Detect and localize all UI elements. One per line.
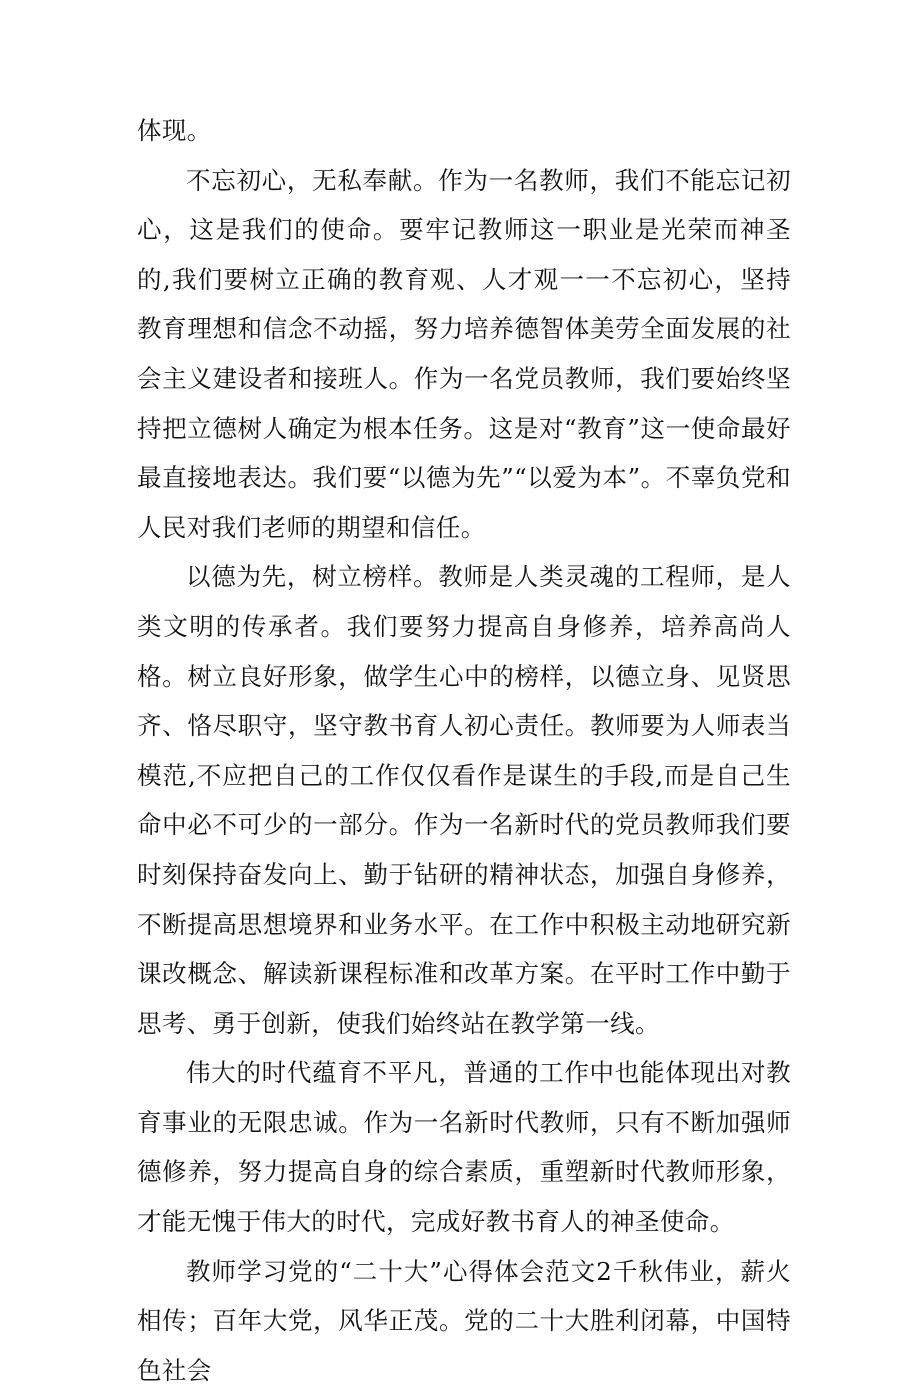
- paragraph: 教师学习党的“二十大”心得体会范文2千秋伟业，薪火相传；百年大党，风华正茂。党的二十大胜利闭幕，中国特色社会: [137, 1256, 791, 1385]
- paragraph: 伟大的时代蕴育不平凡，普通的工作中也能体现出对教育事业的无限忠诚。作为一名新时代教师，只有不断加强师德修养，努力提高自身的综合素质，重塑新时代教师形象，才能无愧于伟大的时代，完成好教书育人的神圣使命。: [137, 1058, 791, 1237]
- paragraph: 以德为先，树立榜样。教师是人类灵魂的工程师，是人类文明的传承者。我们要努力提高自身修养，培养高尚人格。树立良好形象，做学生心中的榜样，以德立身、见贤思齐、恪尽职守，坚守教书育人初心责任。教师要为人师表当模范,不应把自己的工作仅仅看作是谋生的手段,而是自己生命中必不可少的一部分。作为一名新时代的党员教师我们要时刻保持奋发向上、勤于钻研的精神状态，加强自身修养，不断提高思想境界和业务水平。在工作中积极主动地研究新课改概念、解读新课程标准和改革方案。在平时工作中勤于思考、勇于创新，使我们始终站在教学第一线。: [137, 562, 791, 1038]
- document-page: [137, 106, 791, 1395]
- paragraph: 体现。: [137, 116, 212, 145]
- paragraph: 不忘初心，无私奉献。作为一名教师，我们不能忘记初心，这是我们的使命。要牢记教师这一职业是光荣而神圣的,我们要树立正确的教育观、人才观一一不忘初心，坚持教育理想和信念不动摇，努力培养德智体美劳全面发展的社会主义建设者和接班人。作为一名党员教师，我们要始终坚持把立德树人确定为根本任务。这是对“教育”这一使命最好最直接地表达。我们要“以德为先”“以爱为本”。不辜负党和人民对我们老师的期望和信任。: [137, 165, 791, 542]
